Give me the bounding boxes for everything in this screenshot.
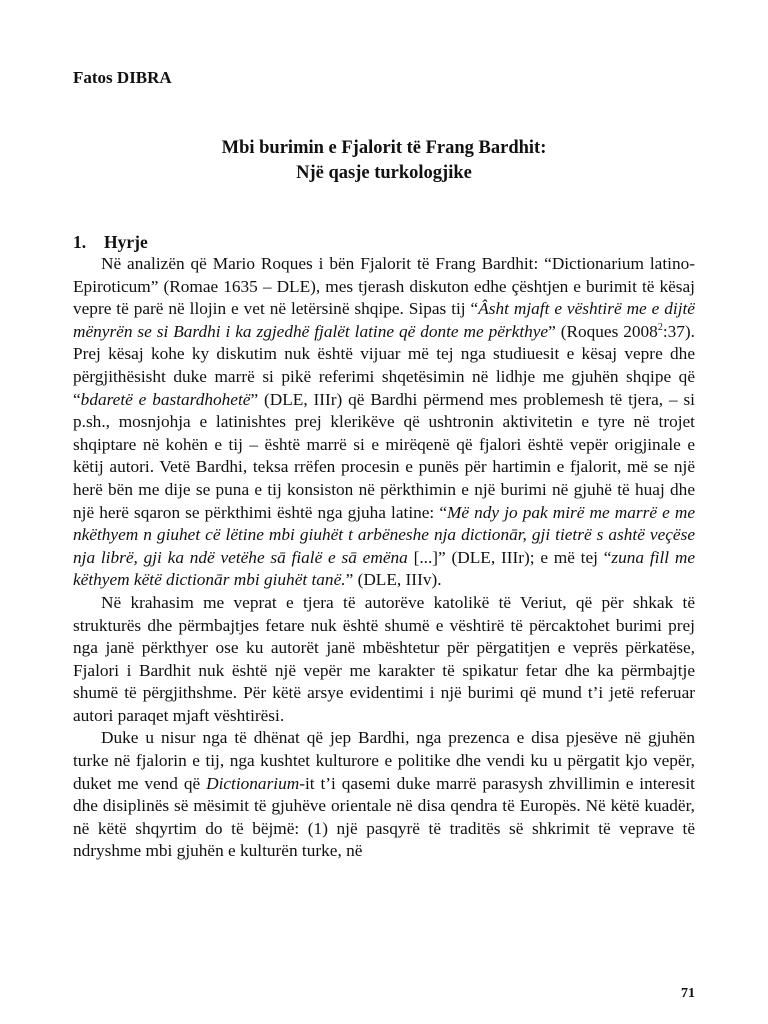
text-run: ” (Roques 2008 — [548, 321, 658, 341]
text-run: Duke u nisur nga të dhënat që jep Bardhi, nga prezenca e disa pjesëve në gjuhën turke në fjalorin e tij, nga kushtet kulturore e politike dhe vendi ku u përgatit kjo vepër, duket me vend që — [73, 728, 695, 793]
section-number: 1. — [73, 232, 87, 252]
section-heading — [73, 230, 148, 254]
text-run: Në krahasim me veprat e tjera të autorëve katolikë të Veriut, që për shkak të strukturës dhe përmbajtjes fetare nuk është shumë e vështirë të përcaktohet burimi prej nga janë përkthyer ose ku autorët janë mbështetur për përgatitjen e veprës përkatëse, Fjalori i Bardhit nuk është një vepër me karakter të spikatur fetar dhe ka përmbajtje shumë të përgjithshme. Për këtë arsye evidentimi i një burimi që mund t’i jetë referuar autori paraqet mjaft vështirësi. — [73, 592, 695, 725]
text-run: Në analizën që Mario Roques i bën Fjalorit të Frang Bardhit: “Dictionarium latino-Epiroticum” (Romae 1635 – DLE), mes tjerash diskuton edhe çështjen e burimit të kësaj vepre të parë në llojin e vet në letërsinë shqipe. Sipas tij “ — [73, 254, 695, 319]
body-text — [73, 253, 695, 863]
text-run: -it t’i qasemi duke marrë parasysh zhvillimin e interesit dhe disiplinës së mësimit të gjuhëve orientale në disa qendra të Europës. Në këtë kuadër, në këtë shqyrtim do të bëjmë: (1) një pasqyrë të traditës së shkrimit të veprave të ndryshme mbi gjuhën e kulturën turke, në — [73, 773, 695, 861]
text-run: ” (DLE, IIIr) që Bardhi përmend mes problemesh të tjera, – si p.sh., mosnjohja e latinishtes prej klerikëve që ushtronin aktivitetin e tyre në trojet shqiptare në kohën e tij – është marrë si e mirëqenë që fjalori është vepër origjinale e këtij autori. Vetë Bardhi, teksa rrëfen procesin e punës për hartimin e fjalorit, më se një herë bën me dije se puna e tij konsiston në përkthimin e një burimi në gjuhë të huaj dhe një herë sqaron se përkthimi është nga gjuha latine: “ — [73, 389, 695, 522]
author-name: Fatos DIBRA — [73, 68, 172, 87]
article-title — [73, 136, 695, 186]
text-run: [...]” (DLE, IIIr); e më tej “ — [407, 547, 612, 567]
italic-quote: Âsht mjaft e vështirë me e dijtë mënyrën se si Bardhi i ka zgjedhë fjalët latine që donte me përkthye — [73, 299, 695, 341]
italic-quote: bdaretë e bastardhohetë — [80, 389, 251, 409]
superscript: 2 — [657, 322, 663, 334]
italic-quote: Më ndy jo pak mirë me marrë e me nkëthyem n giuhet cë lëtine mbi giuhët t arbëneshe nja dictionār, gji tietrë s ashtë veçëse nja librë, gji ka ndë vetëhe sā fialë e sā emëna — [73, 502, 695, 567]
text-run: ” (DLE, IIIv). — [345, 570, 442, 590]
body-paragraph — [73, 253, 695, 592]
italic-quote: zuna fill me këthyem këtë dictionār mbi giuhët tanë. — [73, 547, 696, 590]
body-paragraph — [73, 592, 695, 728]
section-label: Hyrje — [104, 232, 148, 252]
text-run: :37). Prej kësaj kohe ky diskutim nuk është vijuar më tej nga studiuesit e kësaj vepre dhe përgjithësisht duke marrë si pikë referimi shqetësimin në lidhje me gjuhën shqipe që “ — [73, 321, 695, 409]
italic-quote: Dictionarium — [206, 773, 300, 793]
title-line-1: Mbi burimin e Fjalorit të Frang Bardhit: — [221, 138, 547, 158]
title-line-2: Një qasje turkologjike — [296, 163, 472, 183]
page-number: 71 — [681, 986, 695, 1001]
body-paragraph — [73, 727, 695, 863]
